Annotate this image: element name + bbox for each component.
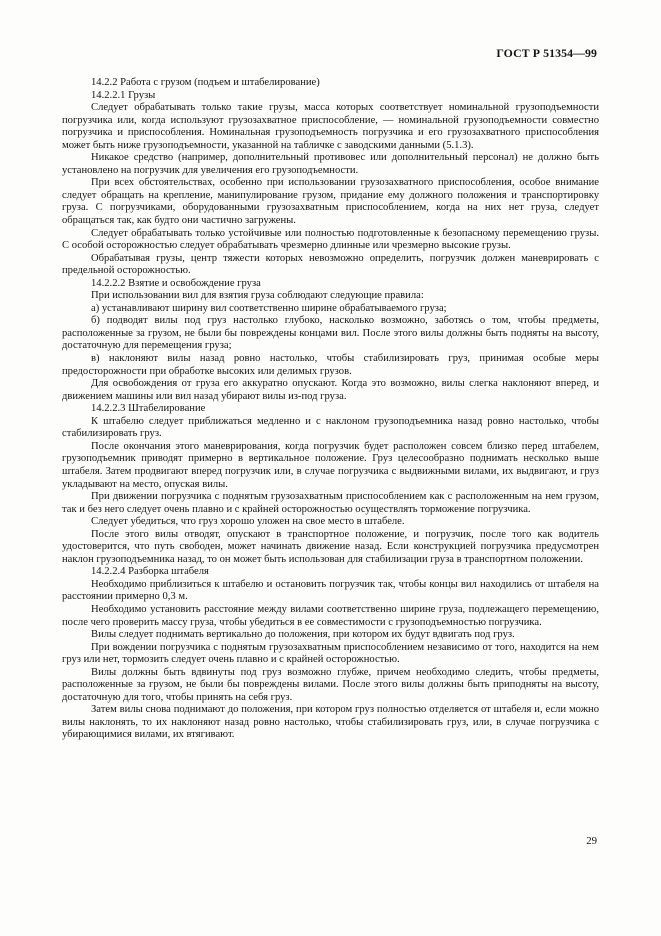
paragraph: После этого вилы отводят, опускают в транспортное положение, и погрузчик, после того как водитель удостоверится, что путь свободен, может начинать движение назад. Если конструкцией погрузчика предусмотрен наклон грузоподъемника назад, то он может быть использован для стабилизации груза в транспортном положении. [62,528,599,565]
paragraph: Для освобождения от груза его аккуратно опускают. Когда это возможно, вилы слегка наклоняют вперед, и движением машины или вил назад убирают вилы из-под груза. [62,378,599,402]
section-heading: 14.2.2 Работа с грузом (подъем и штабелирование) [91,77,320,88]
paragraph: При всех обстоятельствах, особенно при использовании грузозахватного приспособления, особое внимание следует обращать на крепление, манипулирование грузом, придание ему должного положения и транспортировку груза. С погрузчиками, оборудованными грузозахватным приспособлением, когда на них нет груза, следует обращаться так, как будто они частично загружены. [62,177,599,227]
paragraph: При движении погрузчика с поднятым грузозахватным приспособлением как с расположенным на нем грузом, так и без него следует очень плавно и с крайней осторожностью осуществлять торможение погрузчика. [62,491,599,515]
subsection-heading: 14.2.2.4 Разборка штабеля [91,566,209,578]
list-item: в) наклоняют вилы назад ровно настолько, чтобы стабилизировать груз, принимая особые меры предосторожности при обработке высоких или делимых грузов. [62,353,599,377]
paragraph: Необходимо установить расстояние между вилами соответственно ширине груза, подлежащего перемещению, после чего проверить массу груза, чтобы убедиться в ее совместимости с грузоподъемностью погрузчика. [62,603,599,628]
paragraph: Следует обрабатывать только устойчивые или полностью подготовленные к безопасному перемещению грузы. С особой осторожностью следует обрабатывать чрезмерно длинные или чрезмерно высокие грузы. [62,227,599,252]
paragraph: Вилы должны быть вдвинуты под груз возможно глубже, причем необходимо следить, чтобы предметы, расположенные за грузом, не были бы повреждены вилами. После этого вилы должны быть приподняты на высоту, достаточную для того, чтобы принять на себя груз. [62,666,599,703]
paragraph: После окончания этого маневрирования, когда погрузчик будет расположен совсем близко перед штабелем, грузоподъемник приводят примерно в вертикальное положение. Груз целесообразно поднимать несколько выше штабеля. Затем продвигают вперед погрузчик или, в случае погрузчика с выдвижными вилами, их выдвигают, и груз укладывают на место, опуская вилы. [62,440,599,490]
subsection-heading: 14.2.2.3 Штабелирование [91,403,206,415]
page-number: 29 [586,835,597,847]
paragraph: Затем вилы снова поднимают до положения, при котором груз полностью отделяется от штабеля и, если можно вилы наклонять, то их наклоняют назад ровно настолько, чтобы стабилизировать груз, или, в случае погрузчика с убирающимися вилами, их втягивают. [62,704,599,741]
subsection-heading: 14.2.2.2 Взятие и освобождение груза [91,277,261,289]
list-item: а) устанавливают ширину вил соответственно ширине обрабатываемого груза; [91,302,447,314]
paragraph: Следует обрабатывать только такие грузы, масса которых соответствует номинальной грузоподъемности погрузчика или, когда используют грузозахватное приспособление, — номинальной грузоподъемности совместно погрузчика и приспособления. Номинальная грузоподъемность погрузчика и его грузозахватного приспособления может быть ниже грузоподъемности, указанной на табличке с заводскими данными (5.1.3). [62,102,599,151]
paragraph: Следует убедиться, что груз хорошо уложен на свое место в штабеле. [91,516,405,528]
list-item: б) подводят вилы под груз настолько глубоко, насколько возможно, заботясь о том, чтобы предметы, расположенные за грузом, не были бы повреждены концами вил. После этого вилы должны быть подняты на высоту, достаточную для перемещения груза; [62,315,599,352]
page-header-standard: ГОСТ Р 51354—99 [496,46,597,60]
paragraph: К штабелю следует приближаться медленно и с наклоном грузоподъемника назад ровно настолько, чтобы стабилизировать груз. [62,415,599,440]
paragraph: При вождении погрузчика с поднятым грузозахватным приспособлением независимо от того, находится на нем груз или нет, тормозить следует очень плавно и с крайней осторожностью. [62,641,599,666]
paragraph: Необходимо приблизиться к штабелю и остановить погрузчик так, чтобы концы вил находились от штабеля на расстоянии примерно 0,3 м. [62,578,599,603]
paragraph: Вилы следует поднимать вертикально до положения, при котором их будут вдвигать под груз. [91,629,515,641]
subsection-heading: 14.2.2.1 Грузы [91,89,156,101]
paragraph: Обрабатывая грузы, центр тяжести которых невозможно определить, погрузчик должен маневрировать с предельной осторожностью. [62,252,599,277]
paragraph: Никакое средство (например, дополнительный противовес или дополнительный персонал) не должно быть установлено на погрузчик для увеличения его грузоподъемности. [62,152,599,176]
document-body [62,77,599,742]
paragraph: При использовании вил для взятия груза соблюдают следующие правила: [91,290,424,302]
